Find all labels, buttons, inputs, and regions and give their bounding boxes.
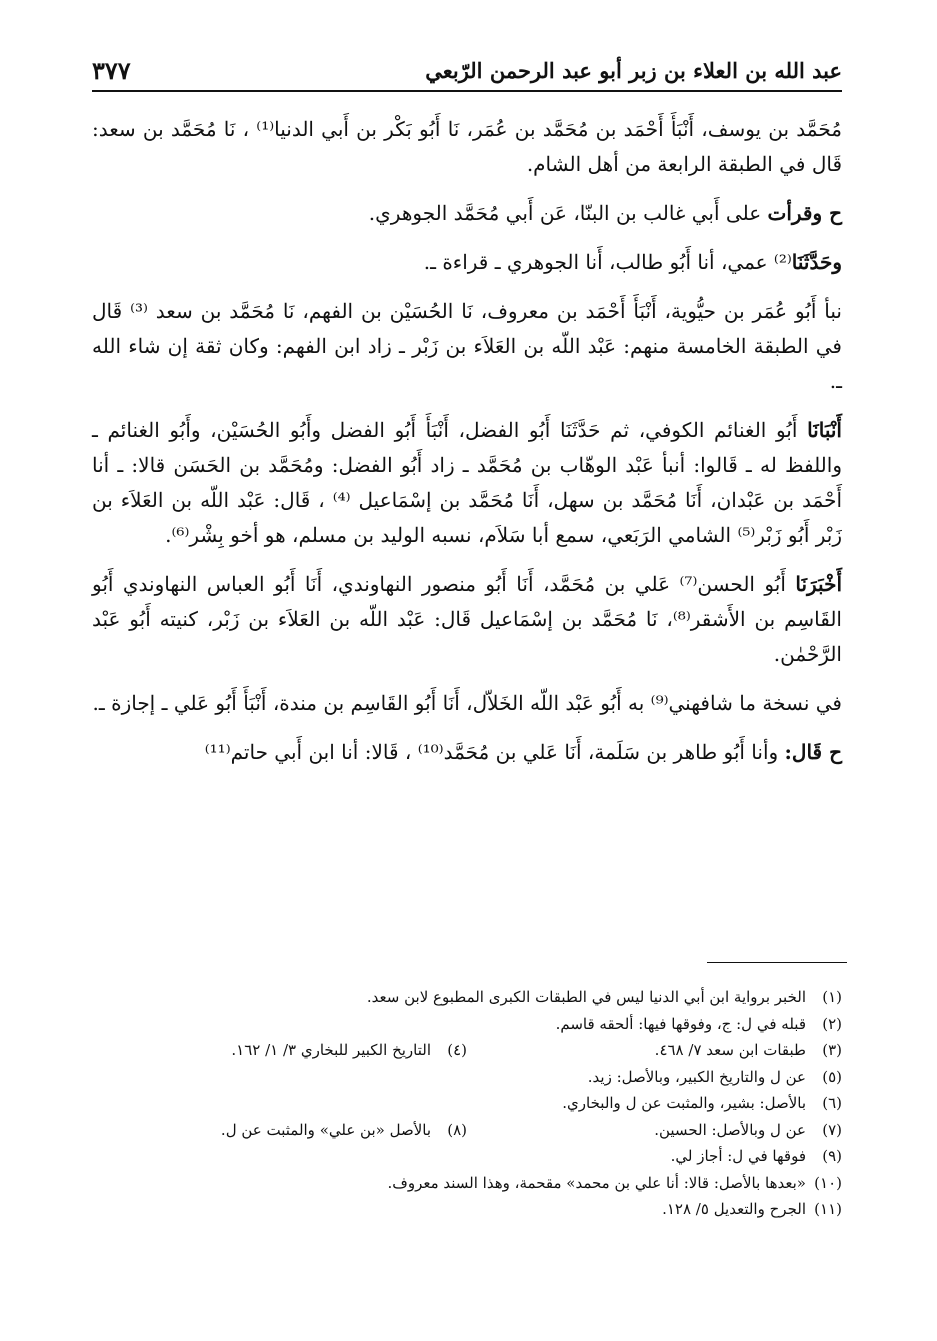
footnotes bbox=[92, 984, 842, 1223]
paragraph-text: ⁽²⁾ عمي، أنا أَبُو طالب، أَنا الجوهري ـ قراءة ـ. bbox=[423, 250, 792, 274]
paragraph-lead: ح قَال: bbox=[784, 740, 842, 764]
footnote-7 bbox=[467, 1117, 842, 1144]
footnote-text: عن ل وبالأصل: الحسين. bbox=[654, 1120, 806, 1139]
footnote-text: قبله في ل: ج، وفوقها فيها: ألحقه قاسم. bbox=[555, 1014, 806, 1033]
paragraph-6 bbox=[92, 567, 842, 672]
paragraph-5 bbox=[92, 413, 842, 553]
footnote-text: طبقات ابن سعد ٧/ ٤٦٨. bbox=[654, 1041, 806, 1059]
footnote-text: بالأصل: بشير، والمثبت عن ل والبخاري. bbox=[562, 1094, 806, 1112]
page-number: ٣٧٧ bbox=[92, 56, 131, 85]
footnote-6 bbox=[92, 1090, 842, 1117]
footnote-10 bbox=[92, 1170, 842, 1197]
footnote-number: (٣) bbox=[822, 1041, 842, 1059]
footnote-number: (١) bbox=[822, 988, 842, 1006]
paragraph-text: وأنا أَبُو طاهر بن سَلَمة، أَنَا عَلي بن مُحَمَّد⁽¹⁰⁾ ، قَالا: أنا ابن أَبي حاتم⁽¹¹⁾ bbox=[204, 740, 785, 764]
footnote-row bbox=[92, 1090, 842, 1117]
paragraph-text: في نسخة ما شافهني⁽⁹⁾ به أَبُو عَبْد اللّه الخَلاّل، أَنَا أَبُو القَاسِم بن مندة، أَنْبَأَ أَبُو عَلي ـ إجازة ـ. bbox=[92, 691, 842, 715]
paragraph-3 bbox=[92, 245, 842, 280]
main-text bbox=[92, 112, 842, 784]
footnote-9 bbox=[92, 1143, 842, 1170]
footnote-text: عن ل والتاريخ الكبير، وبالأصل: زيد. bbox=[587, 1067, 806, 1086]
paragraph-lead: أَنْبَانَا bbox=[807, 418, 842, 442]
footnote-row bbox=[92, 984, 842, 1011]
footnote-row bbox=[92, 1011, 842, 1038]
footnote-text: التاريخ الكبير للبخاري ٣/ ١/ ١٦٢. bbox=[231, 1041, 431, 1059]
footnote-row bbox=[92, 1170, 842, 1197]
footnote-4 bbox=[92, 1037, 467, 1064]
footnote-text: فوقها في ل: أجاز لي. bbox=[670, 1147, 806, 1165]
footnote-1 bbox=[92, 984, 842, 1011]
footnote-row bbox=[92, 1196, 842, 1223]
footnote-text: بالأصل «بن علي» والمثبت عن ل. bbox=[220, 1120, 431, 1139]
paragraph-lead: وحَدَّثَنَا bbox=[791, 250, 842, 274]
page-header bbox=[92, 54, 842, 92]
paragraph-lead: أَخْبَرَنَا bbox=[795, 572, 842, 596]
footnote-row bbox=[92, 1064, 842, 1091]
paragraph-2 bbox=[92, 196, 842, 231]
running-title: عبد الله بن العلاء بن زبر أبو عبد الرحمن الرّبعي bbox=[425, 58, 842, 83]
paragraph-text: على أَبي غالب بن البنّا، عَن أَبي مُحَمَّد الجوهري. bbox=[368, 201, 768, 225]
footnote-row bbox=[92, 1143, 842, 1170]
footnote-3 bbox=[467, 1037, 842, 1064]
footnote-number: (١١) bbox=[814, 1200, 842, 1218]
footnote-2 bbox=[92, 1011, 842, 1038]
footnote-number: (٩) bbox=[822, 1147, 842, 1165]
footnote-text: الخبر برواية ابن أبي الدنيا ليس في الطبقات الكبرى المطبوع لابن سعد. bbox=[366, 988, 806, 1006]
footnote-number: (٧) bbox=[822, 1120, 842, 1139]
footnote-number: (٥) bbox=[822, 1067, 842, 1086]
paragraph-8 bbox=[92, 735, 842, 770]
paragraph-1 bbox=[92, 112, 842, 182]
footnote-text: الجرح والتعديل ٥/ ١٢٨. bbox=[662, 1200, 806, 1218]
footnote-number: (٨) bbox=[447, 1120, 467, 1139]
paragraph-lead: ح وقرأت bbox=[767, 201, 842, 225]
footnote-number: (١٠) bbox=[814, 1173, 842, 1192]
paragraph-text: أَبُو الحسن⁽⁷⁾ عَلي بن مُحَمَّد، أَنَا أَبُو منصور النهاوندي، أَنَا أَبُو العباس النهاوندي أَبُو القَاسِم بن الأَشقر⁽⁸⁾، نَا مُحَمَّد بن إسْمَاعيل قَال: عَبْد اللّه بن العَلاَء بن زَبْر، كنيته أَبُو عَبْد الرَّحْمٰن. bbox=[92, 572, 842, 666]
footnote-8 bbox=[92, 1117, 467, 1144]
footnote-5 bbox=[92, 1064, 842, 1091]
footnote-row bbox=[92, 1037, 842, 1064]
paragraph-text: مُحَمَّد بن يوسف، أَنْبَأَ أَحْمَد بن مُحَمَّد بن عُمَر، نَا أَبُو بَكْر بن أَبي الدنيا⁽¹⁾ ، نَا مُحَمَّد بن سعد: قَال في الطبقة الرابعة من أهل الشام. bbox=[92, 117, 842, 176]
paragraph-7 bbox=[92, 686, 842, 721]
paragraph-text: نبأ أَبُو عُمَر بن حيُّوية، أَنْبَأَ أَحْمَد بن معروف، نَا الحُسَيْن بن الفهم، نَا مُحَمَّد بن سعد ⁽³⁾ قَال في الطبقة الخامسة منهم: عَبْد اللّه بن العَلاَء بن زَبْر ـ زاد ابن الفهم: وكان ثقة إن شاء الله ـ. bbox=[92, 299, 842, 393]
footnote-number: (٦) bbox=[822, 1094, 842, 1112]
footnote-text: «بعدها بالأصل: قالا: أنا علي بن محمد» مقحمة، وهذا السند معروف. bbox=[387, 1173, 806, 1192]
header-rule bbox=[92, 90, 842, 92]
paragraph-4 bbox=[92, 294, 842, 399]
footnote-number: (٤) bbox=[447, 1041, 467, 1059]
footnote-number: (٢) bbox=[822, 1014, 842, 1033]
footnote-separator bbox=[707, 962, 847, 963]
footnote-11 bbox=[92, 1196, 842, 1223]
footnote-row bbox=[92, 1117, 842, 1144]
paragraph-text: أَبُو الغنائم الكوفي، ثم حَدَّثَنَا أَبُو الفضل، أَنْبَأَ أَبُو الفضل وأَبُو الحُسَيْن، وأَبُو الغنائم ـ واللفظ له ـ قَالوا: أنبأ عَبْد الوهّاب بن مُحَمَّد ـ زاد أَبُو الفضل: ومُحَمَّد بن الحَسَن قالا: ـ أنا أَحْمَد بن عَبْدان، أَنَا مُحَمَّد بن سهل، أَنَا مُحَمَّد بن إسْمَاعيل ⁽⁴⁾ ، قَال: عَبْد اللّه بن العَلاَء بن زَبْر أَبُو زَبْر⁽⁵⁾ الشامي الرَبَعي، سمع أبا سَلاَم، نسبه الوليد بن مسلم، هو أخو بِشْر⁽⁶⁾. bbox=[92, 418, 842, 547]
